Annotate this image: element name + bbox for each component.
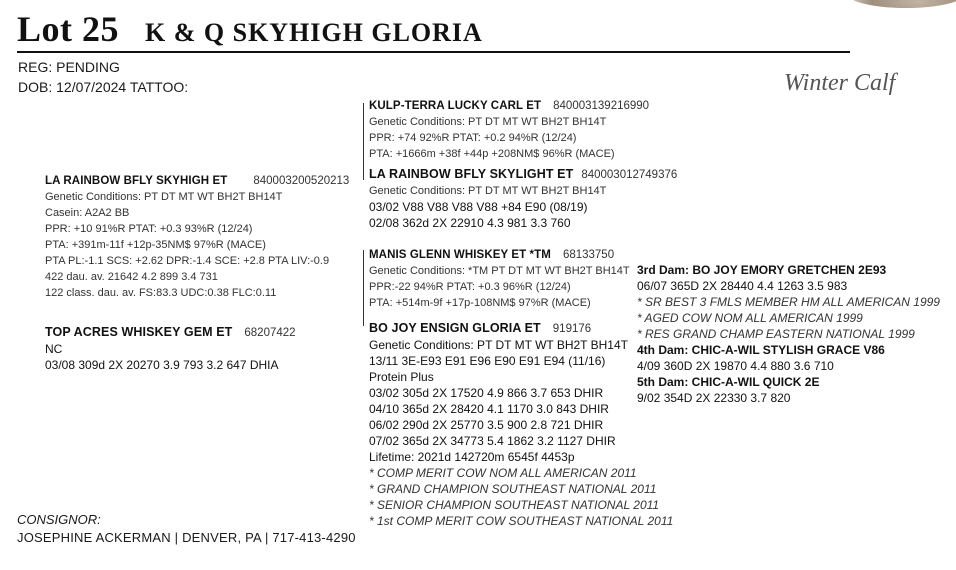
sire-line: PTA: +391m-11f +12p-35NM$ 97%R (MACE) [45,239,266,251]
dam-block [45,324,296,373]
consignor-info [17,530,356,545]
dam-dam-line: Lifetime: 2021d 142720m 6545f 4453p [369,450,575,464]
sire-dam-line: 02/08 362d 2X 22910 4.3 981 3.3 760 [369,216,571,230]
third-dam-label: 3rd Dam: BO JOY EMORY GRETCHEN 2E93 [637,263,887,277]
sire-bracket-line [363,103,364,180]
dam-line: NC [45,342,63,356]
dam-line: 03/08 309d 2X 20270 3.9 793 3.2 647 DHIA [45,358,279,372]
sire-sire-line: Genetic Conditions: PT DT MT WT BH2T BH14T [369,116,607,128]
sire-line: PPR: +10 91%R PTAT: +0.3 93%R (12/24) [45,223,253,235]
lot-header [17,8,483,50]
corner-decoration [846,0,956,8]
sire-sire-block [369,98,649,162]
registration: REG: PENDING [18,59,120,75]
fifth-dam-label: 5th Dam: CHIC-A-WIL QUICK 2E [637,375,820,389]
third-dam-honor: * RES GRAND CHAMP EASTERN NATIONAL 1999 [637,327,915,341]
extended-dams-block [637,262,940,406]
fifth-dam-record: 9/02 354D 2X 22330 3.7 820 [637,391,791,405]
sire-line: Genetic Conditions: PT DT MT WT BH2T BH14T [45,191,283,203]
dam-sire-line: PPR:-22 94%R PTAT: +0.3 96%R (12/24) [369,281,571,293]
sire-dam-line: Genetic Conditions: PT DT MT WT BH2T BH14T [369,185,607,197]
dam-reg: 68207422 [244,327,296,339]
sire-reg: 840003200520213 [253,175,350,187]
consignor-name: JOSEPHINE ACKERMAN [17,530,171,545]
dam-dam-reg: 919176 [552,323,592,335]
fourth-dam-record: 4/09 360D 2X 19870 4.4 880 3.6 710 [637,359,834,373]
dam-sire-reg: 68133750 [562,249,615,261]
consignor-phone: 717-413-4290 [272,530,356,545]
dam-dam-line: 07/02 365d 2X 34773 5.4 1862 3.2 1127 DHIR [369,434,616,448]
fourth-dam-label: 4th Dam: CHIC-A-WIL STYLISH GRACE V86 [637,343,885,357]
dam-dam-honor: * COMP MERIT COW NOM ALL AMERICAN 2011 [369,466,637,480]
sire-dam-reg: 840003012749376 [581,169,678,181]
lot-number: Lot 25 [17,9,119,49]
dam-sire-line: PTA: +514m-9f +17p-108NM$ 97%R (MACE) [369,297,591,309]
sire-name: LA RAINBOW BFLY SKYHIGH ET [45,175,228,187]
dam-dam-line: 03/02 305d 2X 17520 4.9 866 3.7 653 DHIR [369,386,604,400]
dam-sire-line: Genetic Conditions: *TM PT DT MT WT BH2T BH14T [369,265,630,277]
third-dam-record: 06/07 365D 2X 28440 4.4 1263 3.5 983 [637,279,848,293]
dam-dam-line: Protein Plus [369,370,434,384]
sire-line: PTA PL:-1.1 SCS: +2.62 DPR:-1.4 SCE: +2.8 PTA LIV:-0.9 [45,255,330,267]
sire-dam-block [369,166,677,231]
dam-dam-name: BO JOY ENSIGN GLORIA ET [369,321,541,335]
dam-dam-line: 04/10 365d 2X 28420 4.1 1170 3.0 843 DHIR [369,402,609,416]
sire-sire-line: PPR: +74 92%R PTAT: +0.2 94%R (12/24) [369,132,577,144]
sire-line: 122 class. dau. av. FS:83.3 UDC:0.38 FLC:0.11 [45,287,277,299]
dam-dam-honor: * GRAND CHAMPION SOUTHEAST NATIONAL 2011 [369,482,657,496]
dam-dam-line: 06/02 290d 2X 25770 3.5 900 2.8 721 DHIR [369,418,604,432]
dob-tattoo: DOB: 12/07/2024 TATTOO: [18,79,189,95]
sire-sire-name: KULP-TERRA LUCKY CARL ET [369,100,542,112]
sire-block [45,173,349,301]
consignor-location: DENVER, PA [182,530,262,545]
third-dam-honor: * SR BEST 3 FMLS MEMBER HM ALL AMERICAN 1999 [637,295,940,309]
consignor-separator: | [174,530,179,545]
dam-dam-line: Genetic Conditions: PT DT MT WT BH2T BH14T [369,338,628,352]
header-rule [17,51,850,53]
sire-line: 422 dau. av. 21642 4.2 899 3.4 731 [45,271,218,283]
dam-dam-line: 13/11 3E-E93 E91 E96 E90 E91 E94 (11/16) [369,354,606,368]
consignor-separator: | [264,530,269,545]
dam-dam-honor: * SENIOR CHAMPION SOUTHEAST NATIONAL 2011 [369,498,660,512]
sire-sire-line: PTA: +1666m +38f +44p +208NM$ 96%R (MACE) [369,148,615,160]
sire-line: Casein: A2A2 BB [45,207,130,219]
dam-name: TOP ACRES WHISKEY GEM ET [45,325,233,339]
consignor-label: CONSIGNOR: [17,512,101,527]
sire-dam-name: LA RAINBOW BFLY SKYLIGHT ET [369,167,574,181]
class-label: Winter Calf [784,70,896,96]
dam-dam-block [369,320,673,529]
third-dam-honor: * AGED COW NOM ALL AMERICAN 1999 [637,311,863,325]
dam-bracket-line [363,250,364,326]
sire-dam-line: 03/02 V88 V88 V88 V88 +84 E90 (08/19) [369,200,588,214]
animal-name: K & Q SKYHIGH GLORIA [145,18,483,47]
sire-sire-reg: 840003139216990 [553,100,650,112]
dam-sire-block [369,247,630,311]
dam-sire-name: MANIS GLENN WHISKEY ET *TM [369,249,551,261]
dam-dam-honor: * 1st COMP MERIT COW SOUTHEAST NATIONAL 2011 [369,514,674,528]
